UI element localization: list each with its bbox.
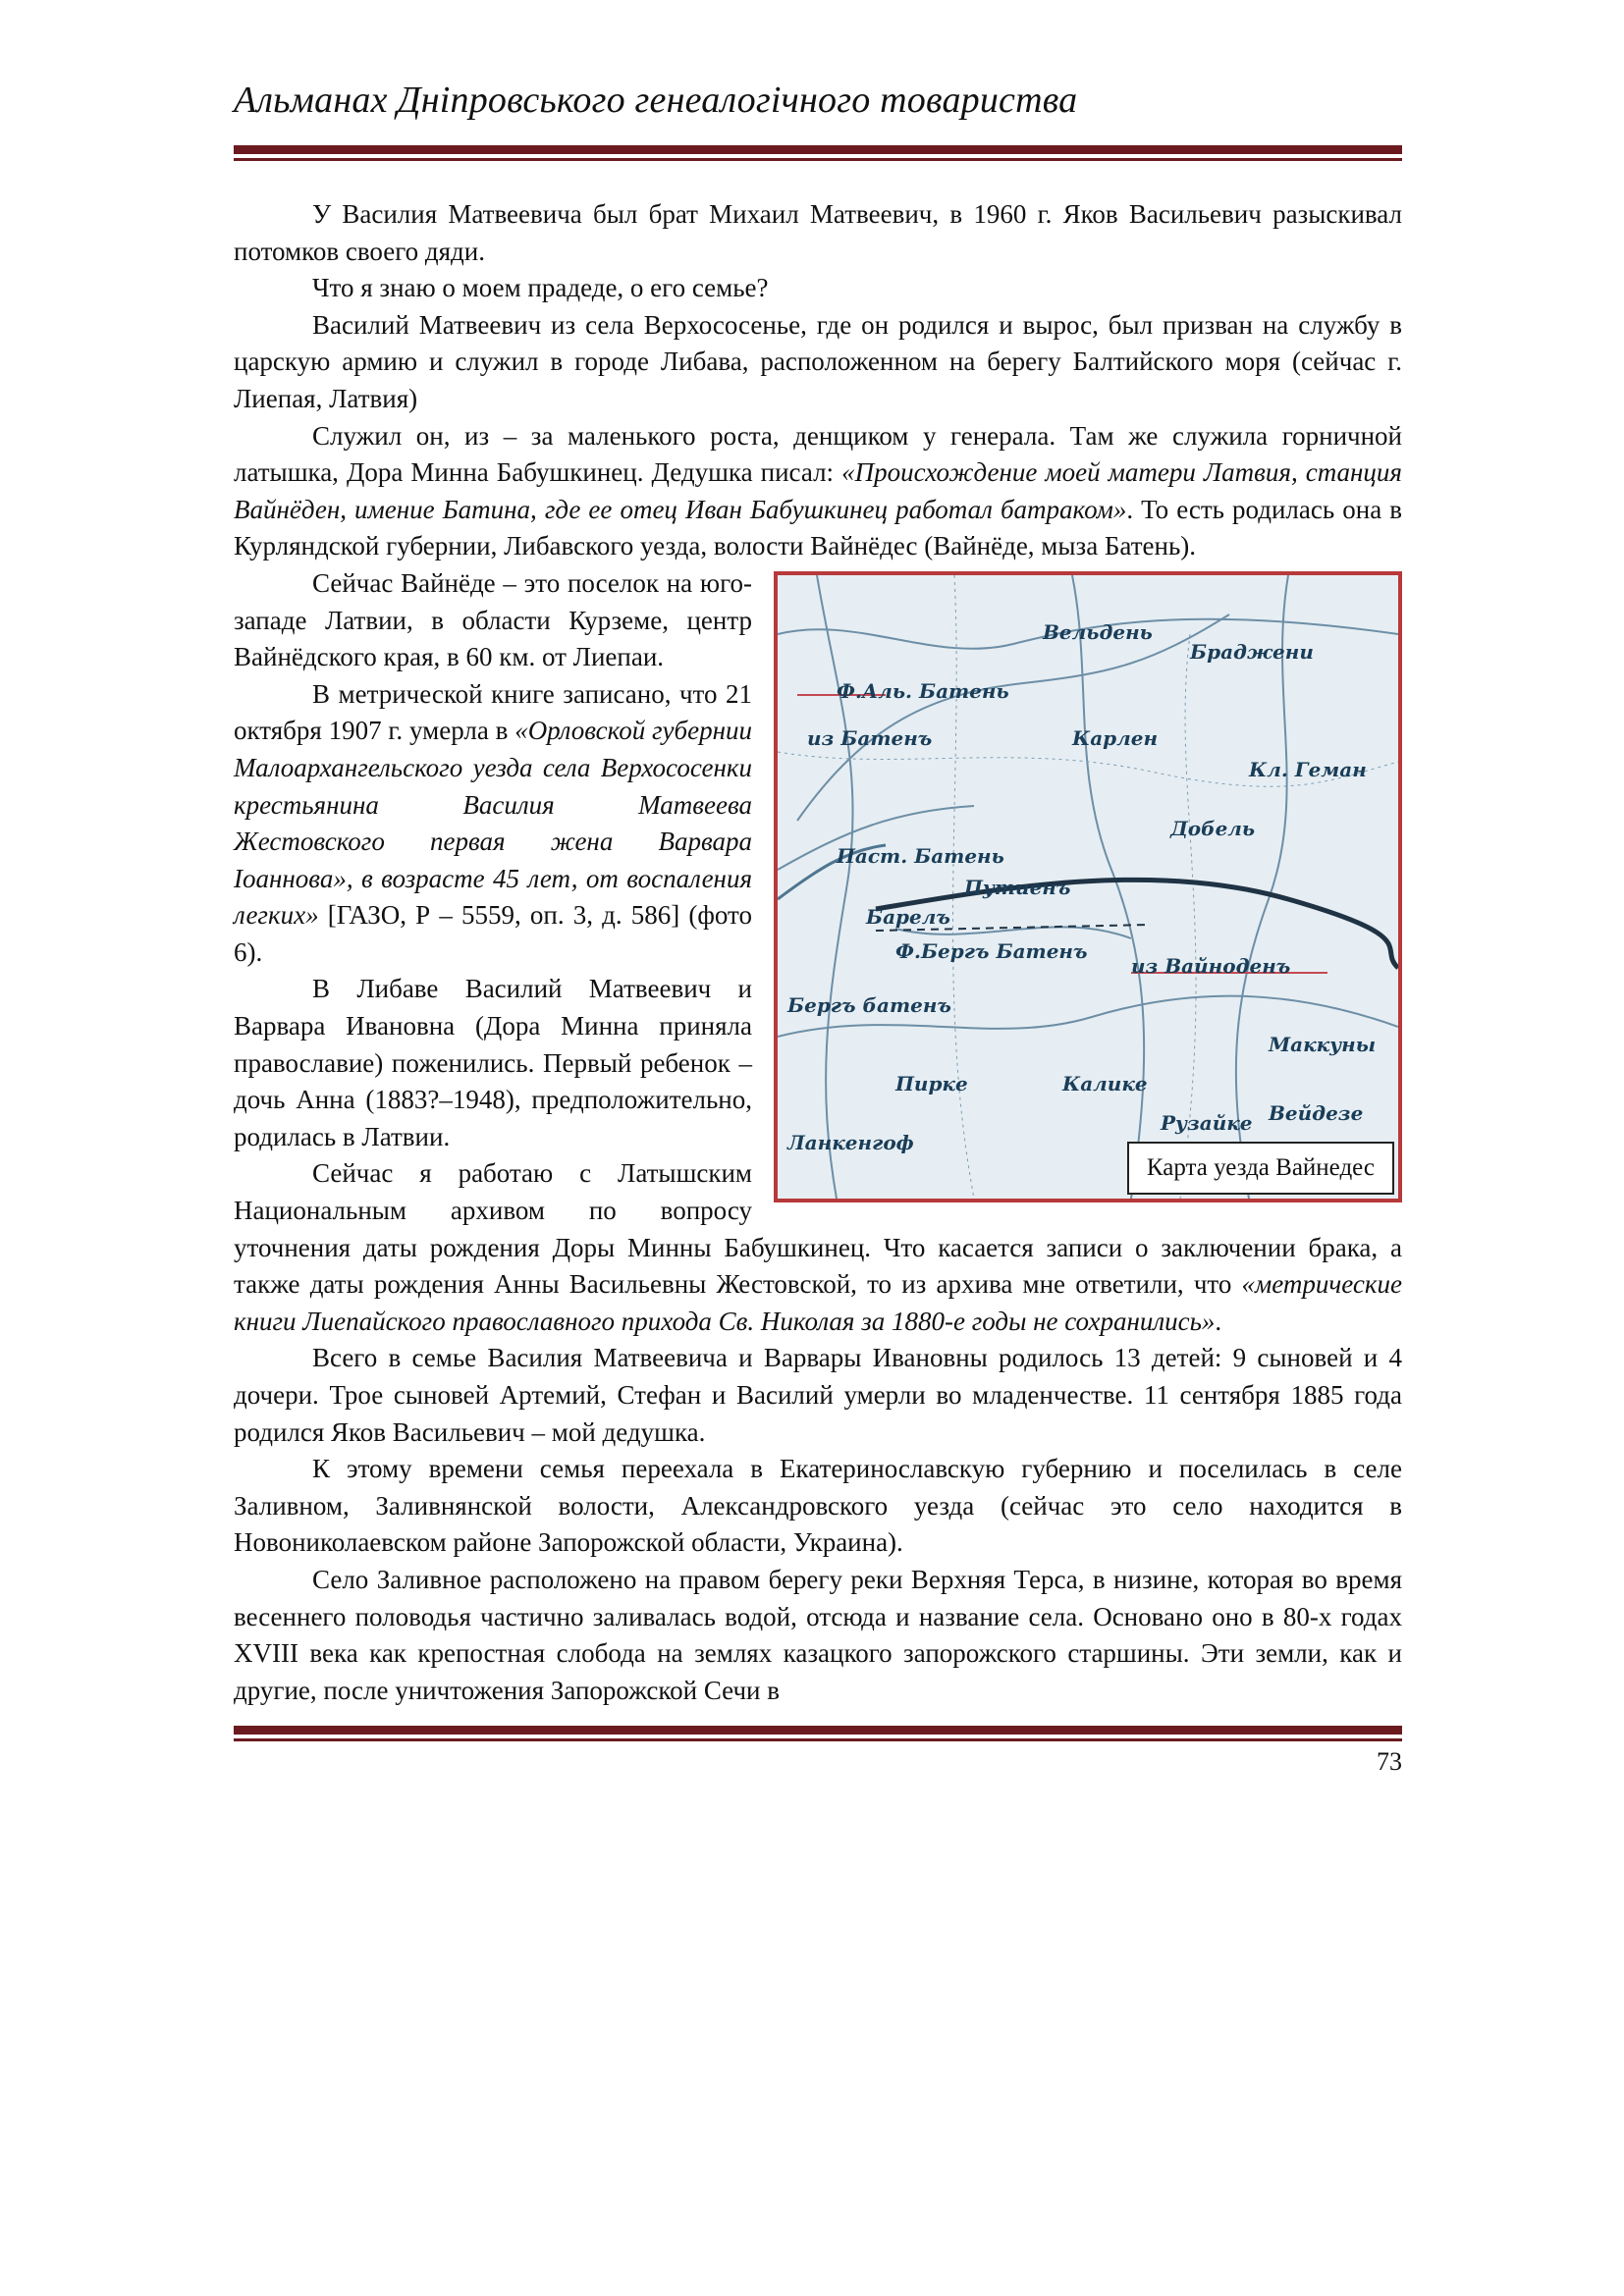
article-body: [234, 196, 1402, 1709]
paragraph: У Василия Матвеевича был брат Михаил Матвеевич, в 1960 г. Яков Васильевич разыскивал потомков своего дяди.: [234, 199, 1402, 266]
map-label: Карлен: [1072, 725, 1159, 750]
paragraph: Служил он, из – за маленького роста, денщиком у генерала. Там же служила горничной латышка, Дора Минна Бабушкинец. Дедушка писал: «Происхождение моей матери Латвия, станция Вайнёден, имение Батина, где ее отец Иван Бабушкинец работал батраком». То есть родилась она в Курляндской губернии, Либавского уезда, волости Вайнёдес (Вайнёде, мыза Батень).: [234, 420, 1402, 561]
paragraph: Сейчас я работаю с Латышским Национальным архивом по вопросу уточнения даты рождения Доры Минны Бабушкинец. Что касается записи о заключении брака, а также даты рождения Анны Васильевны Жестовской, то из архива мне ответили, что «метрические книги Лиепайского православного прихода Св. Николая за 1880-е годы не сохранились».: [234, 1158, 1402, 1336]
map-label: Калике: [1062, 1071, 1148, 1095]
footer-rule: [234, 1726, 1402, 1741]
map-label: Путиенъ: [964, 875, 1071, 899]
map-label: Кл. Геман: [1249, 757, 1367, 781]
paragraph: Сейчас Вайнёде – это поселок на юго-западе Латвии, в области Курземе, центр Вайнёдского края, в 60 км. от Лиепаи.: [234, 567, 752, 672]
paragraph: Село Заливное расположено на правом берегу реки Верхняя Терса, в низине, которая во время весеннего половодья частично заливалась водой, отсюда и название села. Основано оно в 80-х годах XVIII века как крепостная слобода на землях казацкого запорожского старшины. Эти земли, как и другие, после уничтожения Запорожской Сечи в: [234, 1564, 1402, 1705]
map-label: Бергъ батенъ: [787, 992, 951, 1017]
map-label: Рузайке: [1161, 1110, 1253, 1135]
map-label: Маккуны: [1269, 1032, 1377, 1056]
map-label: Вельдень: [1043, 619, 1153, 644]
map-label: Ланкенгоф: [787, 1130, 914, 1154]
map-label: Пирке: [895, 1071, 968, 1095]
page-number: 73: [1377, 1747, 1402, 1776]
map-label: из Батенъ: [807, 725, 933, 750]
map-label: Паст. Батень: [837, 843, 1004, 868]
paragraph: В Либаве Василий Матвеевич и Варвара Ивановна (Дора Минна приняла православие) поженились. Первый ребенок – дочь Анна (1883?–1948), предположительно, родилась в Латвии.: [234, 974, 752, 1151]
map-label: Ф.Бергъ Батенъ: [895, 938, 1088, 963]
map-label: Вейдезе: [1269, 1100, 1364, 1125]
map-label: Ф.Аль. Батень: [837, 678, 1009, 703]
figure-caption: Карта уезда Вайнедес: [1127, 1142, 1394, 1195]
paragraph: Василий Матвеевич из села Верхососенье, где он родился и вырос, был призван на службу в царскую армию и служил в городе Либава, расположенном на берегу Балтийского моря (сейчас г. Лиепая, Латвия): [234, 309, 1402, 413]
header-rule: [234, 145, 1402, 161]
paragraph: К этому времени семья переехала в Екатеринославскую губернию и поселилась в селе Заливном, Заливнянской волости, Александровского уезда (сейчас это село находится в Новониколаевском районе Запорожской области, Украина).: [234, 1454, 1402, 1558]
running-title: Альманах Дніпровського генеалогічного товариства: [234, 80, 1078, 121]
map-label: Барелъ: [866, 904, 950, 929]
paragraph: Что я знаю о моем прадеде, о его семье?: [312, 273, 769, 303]
paragraph: Всего в семье Василия Матвеевича и Варвары Ивановны родилось 13 детей: 9 сыновей и 4 дочери. Трое сыновей Артемий, Стефан и Василий умерли во младенчестве. 11 сентября 1885 года родился Яков Васильевич – мой дедушка.: [234, 1343, 1402, 1447]
map-label: из Вайноденъ: [1131, 953, 1291, 978]
map-figure: [774, 571, 1402, 1202]
map-label: Добель: [1170, 816, 1256, 840]
paragraph: В метрической книге записано, что 21 октября 1907 г. умерла в «Орловской губернии Малоархангельского уезда села Верхососенки крестьянина Василия Матвеева Жестовского первая жена Варвара Іоаннова», в возрасте 45 лет, от воспаления легких» [ГАЗО, Р – 5559, оп. 3, д. 586] (фото 6).: [234, 678, 752, 967]
map-label: Браджени: [1190, 639, 1314, 664]
